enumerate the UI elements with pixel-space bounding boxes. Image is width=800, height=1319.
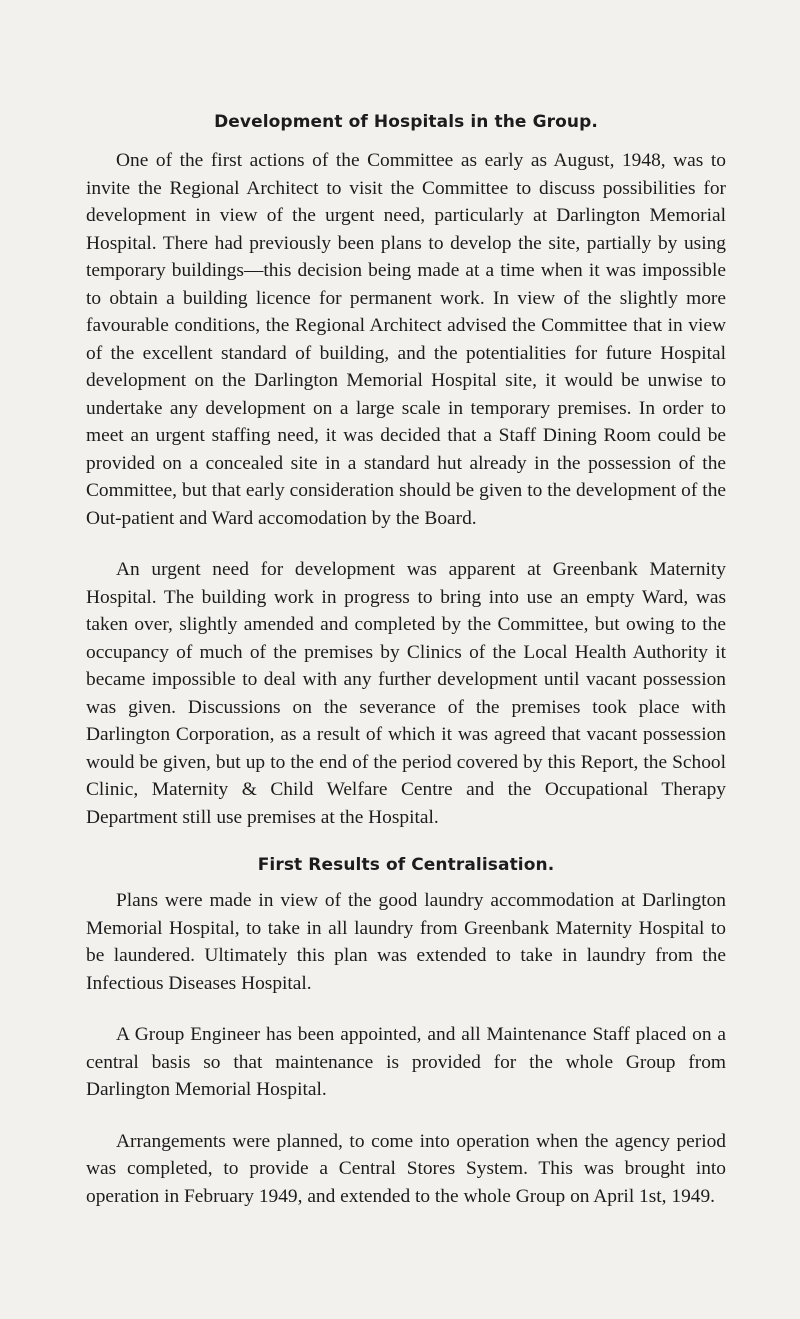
paragraph-central-stores: Arrangements were planned, to come into operation when the agency period was completed, to provide a Central Stores System. This was brought into operation in February 1949, and extended to the whole Group on April 1st, 1949. xyxy=(86,1130,726,1207)
paragraph-laundry: Plans were made in view of the good laundry accommodation at Darlington Memorial Hospital, to take in all laundry from Greenbank Maternity Hospital to be laundered. Ultimately this plan was extended to take in laundry from the Infectious Diseases Hospital. xyxy=(86,890,726,994)
paragraph-greenbank-maternity: An urgent need for development was apparent at Greenbank Maternity Hospital. The building work in progress to bring into use an empty Ward, was taken over, slightly amended and completed by the Committee, but owing to the occupancy of much of the premises by Clinics of the Local Health Authority it became impossible to deal with any further development until vacant possession was given. Discussions on the severance of the premises took place with Darlington Corporation, as a result of which it was agreed that vacant possession would be given, but up to the end of the period covered by this Report, the School Clinic, Maternity & Child Welfare Centre and the Occupational Therapy Department still use premises at the Hospital. xyxy=(86,559,726,828)
paragraph-regional-architect: One of the first actions of the Committee as early as August, 1948, was to invite the Regional Architect to visit the Committee to discuss possibilities for development in view of the urgent need, particularly at Darlington Memorial Hospital. There had previously been plans to develop the site, partially by using temporary buildings—this decision being made at a time when it was impossible to obtain a building licence for permanent work. In view of the slightly more favourable conditions, the Regional Architect advised the Committee that in view of the excellent standard of building, and the potentialities for future Hospital development on the Darlington Memorial Hospital site, it would be unwise to undertake any development on a large scale in temporary premises. In order to meet an urgent staffing need, it was decided that a Staff Dining Room could be provided on a concealed site in a standard hut already in the possession of the Committee, but that early consideration should be given to the development of the Out-patient and Ward accomodation by the Board. xyxy=(86,150,726,529)
paragraph-group-engineer: A Group Engineer has been appointed, and all Maintenance Staff placed on a central basis so that maintenance is provided for the whole Group from Darlington Memorial Hospital. xyxy=(86,1024,726,1100)
section-heading-development: Development of Hospitals in the Group. xyxy=(214,112,598,132)
section-heading-centralisation: First Results of Centralisation. xyxy=(257,855,555,875)
page-content xyxy=(86,112,726,1234)
